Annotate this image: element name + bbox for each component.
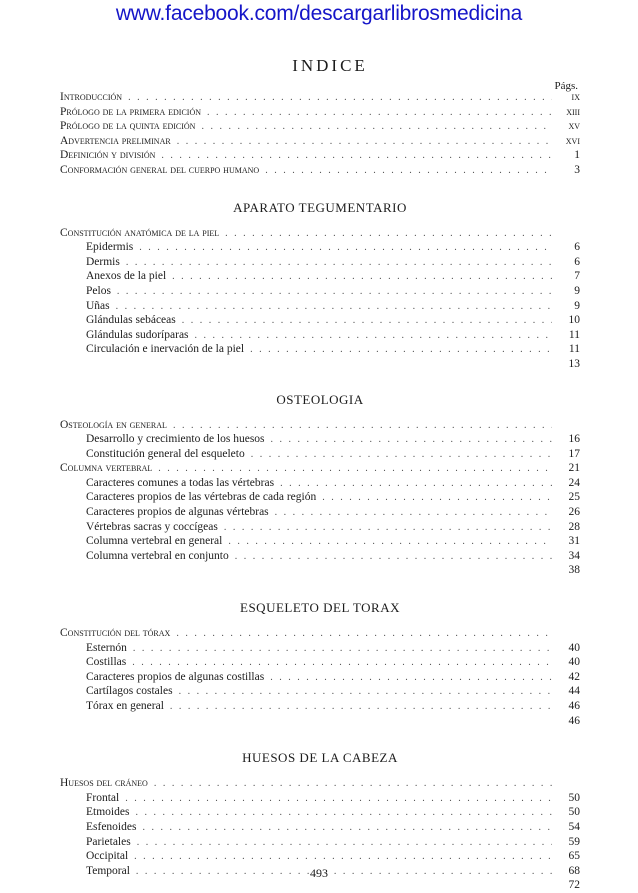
entry-page-number: 68 — [568, 864, 580, 877]
dot-leader — [128, 91, 552, 106]
section-title: OSTEOLOGIA — [276, 391, 364, 407]
dot-leader — [195, 329, 552, 344]
entry-page-number: 13 — [568, 357, 580, 370]
entry-label: Columna vertebral en conjunto — [86, 549, 229, 562]
dot-leader — [134, 850, 552, 865]
index-page — [60, 56, 580, 893]
toc-entry — [60, 476, 580, 491]
entry-page-number: 6 — [574, 255, 580, 268]
toc-entry — [60, 255, 580, 270]
dot-leader — [177, 135, 552, 150]
entry-page-number: xvi — [565, 134, 580, 147]
page-number: 493 — [310, 866, 328, 880]
toc-heading-entry — [60, 119, 580, 134]
entry-label: Etmoides — [86, 806, 130, 819]
dot-leader — [133, 642, 552, 657]
entry-page-number: 65 — [568, 850, 580, 863]
toc-heading-entry — [60, 776, 580, 791]
entry-page-number: xv — [568, 120, 580, 133]
entry-label: Caracteres propios de las vértebras de cada región — [86, 491, 317, 504]
toc-entry — [60, 240, 580, 255]
dot-leader — [235, 550, 552, 565]
toc-entry — [60, 342, 580, 357]
entry-page-number: 11 — [568, 328, 580, 341]
toc-entry — [60, 520, 580, 535]
entry-label: Epidermis — [86, 241, 134, 254]
dot-leader — [270, 671, 552, 686]
toc-entry — [60, 534, 580, 549]
dot-leader — [280, 477, 552, 492]
dot-leader — [251, 448, 552, 463]
entry-label: Osteología en general — [60, 418, 167, 431]
entry-page-number: 21 — [568, 462, 580, 475]
entry-page-number: 44 — [568, 685, 580, 698]
entry-label: Constitución anatómica de la piel — [60, 226, 220, 239]
entry-label: Parietales — [86, 835, 131, 848]
toc-entry — [60, 820, 580, 835]
toc-heading-entry — [60, 105, 580, 120]
entry-page-number: 59 — [568, 835, 580, 848]
entry-label: Caracteres propios de algunas costillas — [86, 670, 265, 683]
dot-leader — [135, 806, 552, 821]
toc-entry — [60, 655, 580, 670]
section-title: HUESOS DE LA CABEZA — [242, 750, 398, 766]
toc-section — [60, 200, 580, 372]
dot-leader — [265, 164, 552, 179]
toc-heading-entry — [60, 226, 580, 241]
dot-leader — [179, 685, 552, 700]
toc-entry — [60, 805, 580, 820]
entry-page-number: 46 — [568, 714, 580, 727]
entry-page-number: 1 — [574, 149, 580, 162]
entry-page-number: ix — [571, 91, 580, 103]
entry-label: Conformación general del cuerpo humano — [60, 163, 260, 176]
dot-leader — [271, 433, 552, 448]
dot-leader — [161, 149, 552, 164]
entry-page-number: 38 — [568, 564, 580, 577]
entry-label: Dermis — [86, 255, 120, 268]
entry-page-number: 50 — [568, 806, 580, 819]
header-url[interactable]: www.facebook.com/descargarlibrosmedicina — [115, 2, 523, 25]
entry-label: Prólogo de la primera edición — [60, 105, 202, 118]
dot-leader — [154, 777, 552, 792]
dot-leader — [182, 314, 552, 329]
toc-entry — [60, 670, 580, 685]
sections — [60, 200, 580, 893]
entry-page-number: 16 — [568, 433, 580, 446]
index-title: INDICE — [292, 56, 368, 75]
entry-page-number: 3 — [574, 163, 580, 176]
entry-label: Frontal — [86, 791, 120, 804]
entry-label: Introducción — [60, 91, 123, 103]
entry-label: Pelos — [86, 284, 111, 297]
dot-leader — [132, 656, 552, 671]
entry-label: Desarrollo y crecimiento de los huesos — [86, 433, 265, 446]
dot-leader — [137, 836, 552, 851]
toc-heading-entry — [60, 134, 580, 149]
dot-leader — [207, 106, 552, 121]
entry-page-number: 17 — [568, 447, 580, 460]
toc-entry — [60, 269, 580, 284]
toc-entry — [60, 432, 580, 447]
entry-label: Huesos del cráneo — [60, 777, 148, 790]
dot-leader — [125, 792, 552, 807]
intro-entries — [60, 90, 580, 178]
entry-page-number: 11 — [568, 343, 580, 356]
entry-page-number: xiii — [566, 105, 580, 118]
entry-page-number: 7 — [574, 270, 580, 283]
entry-page-number: 72 — [568, 879, 580, 892]
toc-entry — [60, 447, 580, 462]
toc-entry — [60, 849, 580, 864]
entry-page-number: 24 — [568, 476, 580, 489]
entry-label: Esfenoides — [86, 820, 137, 833]
toc-entry — [60, 791, 580, 806]
toc-entry — [60, 490, 580, 505]
section-title: APARATO TEGUMENTARIO — [233, 199, 407, 215]
entry-page-number: 46 — [568, 700, 580, 712]
toc-entry — [60, 699, 580, 714]
entry-page-number: 10 — [568, 314, 580, 327]
entry-label: Caracteres comunes a todas las vértebras — [86, 476, 275, 489]
toc-heading-entry — [60, 148, 580, 163]
toc-entry — [60, 299, 580, 314]
entry-label: Constitución del tórax — [60, 627, 171, 640]
toc-entry — [60, 714, 580, 729]
entry-label: Glándulas sudoríparas — [86, 328, 189, 341]
toc-entry — [60, 328, 580, 343]
dot-leader — [126, 256, 552, 271]
entry-label: Definición y división — [60, 149, 156, 162]
entry-label: Circulación e inervación de la piel — [86, 343, 245, 356]
dot-leader — [275, 506, 552, 521]
entry-label: Glándulas sebáceas — [86, 314, 176, 327]
entry-page-number: 6 — [574, 241, 580, 254]
entry-label: Cartílagos costales — [86, 685, 173, 698]
entry-page-number: 50 — [568, 791, 580, 804]
entry-label: Uñas — [86, 299, 110, 312]
entry-page-number: 34 — [568, 549, 580, 562]
entry-page-number: 54 — [568, 820, 580, 833]
entry-page-number: 26 — [568, 506, 580, 519]
entry-label: Temporal — [86, 864, 130, 877]
toc-entry — [60, 313, 580, 328]
dot-leader — [201, 120, 552, 135]
toc-entry — [60, 549, 580, 564]
dot-leader — [158, 462, 552, 477]
dot-leader — [116, 300, 552, 315]
dot-leader — [170, 700, 552, 715]
toc-entry — [60, 641, 580, 656]
dot-leader — [250, 343, 552, 358]
entry-page-number: 9 — [574, 284, 580, 297]
dot-leader — [176, 627, 552, 642]
entry-label: Vértebras sacras y coccígeas — [86, 520, 218, 533]
entry-page-number: 40 — [568, 656, 580, 669]
dot-leader — [322, 491, 552, 506]
entry-label: Occipital — [86, 850, 129, 863]
entry-page-number: 40 — [568, 641, 580, 654]
toc-heading-entry — [60, 418, 580, 433]
toc-heading-entry — [60, 461, 580, 476]
dot-leader — [224, 521, 552, 536]
toc-section — [60, 392, 580, 579]
entry-label: Prólogo de la quinta edición — [60, 120, 196, 133]
entry-page-number: 28 — [568, 520, 580, 533]
toc-heading-entry — [60, 163, 580, 178]
toc-entry — [60, 684, 580, 699]
entry-label: Caracteres propios de algunas vértebras — [86, 506, 269, 519]
toc-heading-entry — [60, 626, 580, 641]
entry-label: Advertencia preliminar — [60, 134, 171, 147]
section-title: ESQUELETO DEL TORAX — [240, 600, 400, 616]
entry-page-number: 42 — [568, 670, 580, 683]
dot-leader — [228, 535, 552, 550]
entry-label: Columna vertebral — [60, 462, 153, 475]
entry-label: Anexos de la piel — [86, 270, 167, 283]
entry-page-number: 9 — [574, 299, 580, 312]
dot-leader — [139, 241, 552, 256]
entry-page-number: 31 — [568, 535, 580, 548]
toc-entry — [60, 284, 580, 299]
dot-leader — [172, 270, 552, 285]
toc-entry — [60, 563, 580, 578]
toc-heading-entry — [60, 90, 580, 105]
toc-entry — [60, 357, 580, 372]
dot-leader — [117, 285, 552, 300]
dot-leader — [173, 419, 552, 434]
pages-column-label: Págs. — [554, 80, 578, 92]
dot-leader — [225, 227, 552, 242]
entry-label: Costillas — [86, 656, 127, 669]
entry-page-number: 25 — [568, 491, 580, 504]
entry-label: Columna vertebral en general — [86, 535, 223, 548]
toc-entry — [60, 505, 580, 520]
dot-leader — [142, 821, 552, 836]
entry-label: Constitución general del esqueleto — [86, 447, 245, 460]
entry-label: Tórax en general — [86, 700, 164, 712]
toc-entry — [60, 835, 580, 850]
entry-label: Esternón — [86, 641, 127, 654]
toc-section — [60, 600, 580, 728]
